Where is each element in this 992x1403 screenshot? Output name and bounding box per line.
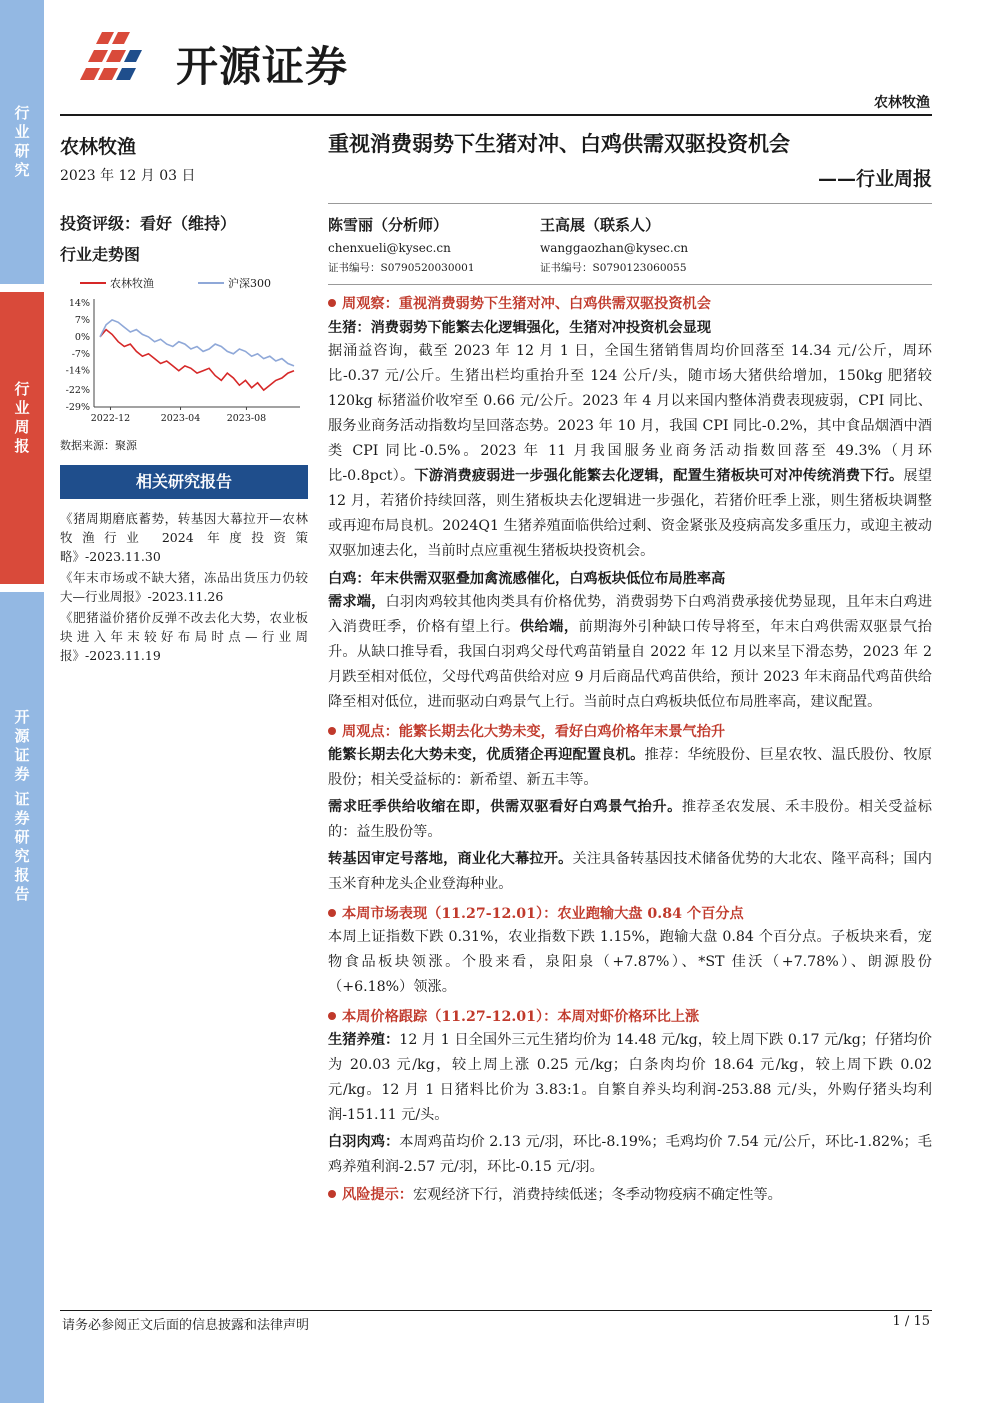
paragraph-hog: 据涌益咨询，截至 2023 年 12 月 1 日，全国生猪销售周均价回落至 14.34 元/公斤，周环比-0.37 元/公斤。生猪出栏均重抬升至 124 公斤/头，随市场大猪供给增加，150kg 肥猪较 120kg 标猪溢价收窄至 0.66 元/公斤。2023 年 4 月以来国内整体消费表现疲弱，CPI 同比、服务业商务活动指数均呈回落态势。2023 年 10 月，我国 CPI 同比-0.2%，其中食品烟酒中酒类 CPI 同比-0.5%。2023 年 11 月我国服务业商务活动指数回落至 49.3%（月环比-0.8pct）。下游消费疲弱进一步强化能繁去化逻辑，配置生猪板块可对冲传统消费下行。展望 12 月，若猪价持续回落，则生猪板块去化逻辑进一步强化，若猪价旺季上涨，则生猪板块调整或再迎布局良机。2024Q1 生猪养殖面临供给过剩、资金紧张及疫病高发多重压力，或迎主被动双驱加速去化，当前时点应重视生猪板块投资机会。 (328, 343, 932, 559)
section-weekly-observation: 周观察：重视消费弱势下生猪对冲、白鸡供需双驱投资机会 (328, 293, 932, 313)
author-1 (328, 214, 475, 275)
y-tick-label: -22% (65, 385, 90, 397)
related-reports-list (60, 509, 308, 665)
footer-rule (60, 1310, 932, 1311)
author-cert: 证书编号：S0790123060055 (540, 262, 687, 274)
trend-chart (60, 273, 308, 431)
sidebar-label-industry-research: 行 业 研 究 (14, 104, 30, 179)
related-report-item[interactable]: 《猪周期磨底蓄势，转基因大幕拉开—农林牧渔行业 2024 年度投资策略》-2023.11.30 (60, 511, 308, 564)
sidebar-label-kysec-report: 开 源 证 券 证 券 研 究 报 告 (14, 708, 30, 903)
bullet-dot-icon (328, 1190, 336, 1198)
series-line-csi300 (100, 320, 294, 366)
section-price-tracking: 本周价格跟踪（11.27-12.01）：本周对虾价格环比上涨 (328, 1006, 932, 1026)
chart-source: 数据来源：聚源 (60, 439, 137, 452)
legend-label: 沪深300 (228, 277, 271, 290)
x-tick-label: 2023-04 (160, 413, 201, 424)
author-name: 陈雪丽（分析师） (328, 216, 449, 234)
y-tick-label: -14% (65, 365, 90, 377)
trend-chart-svg (60, 273, 308, 431)
paragraph-view-broiler: 需求旺季供给收缩在即，供需双驱看好白鸡景气抬升。推荐圣农发展、禾丰股份。相关受益标的：益生股份等。 (328, 799, 932, 840)
author-2 (540, 214, 688, 275)
authors-divider (328, 284, 932, 285)
series-line-agri (100, 330, 294, 391)
report-date: 2023 年 12 月 03 日 (60, 168, 196, 184)
x-tick-label: 2022-12 (90, 413, 131, 424)
related-report-item[interactable]: 《肥猪溢价猪价反弹不改去化大势，农业板块进入年末较好布局时点—行业周报》-2023.11.19 (60, 610, 308, 663)
paragraph-view-gmo: 转基因审定号落地，商业化大幕拉开。关注具备转基因技术储备优势的大北农、隆平高科；国内玉米育种龙头企业登海种业。 (328, 851, 932, 892)
authors-block (328, 203, 932, 280)
side-band (0, 0, 44, 1403)
legend-label: 农林牧渔 (110, 277, 154, 290)
paragraph-price-hog: 生猪养殖：12 月 1 日全国外三元生猪均价为 14.48 元/kg，较上周下跌 0.17 元/kg；仔猪均价为 20.03 元/kg，较上周上涨 0.25 元/kg；白条肉均价 18.64 元/kg，较上周下跌 0.02 元/kg。12 月 1 日猪料比价为 3.83:1。自繁自养头均利润-253.88 元/头，外购仔猪头均利润-151.11 元/头。 (328, 1032, 932, 1123)
paragraph-market: 本周上证指数下跌 0.31%，农业指数下跌 1.15%，跑输大盘 0.84 个百分点。子板块来看，宠物食品板块领涨。个股来看，泉阳泉（+7.87%）、*ST 佳沃（+7.78%）、朗源股份（+6.18%）领涨。 (328, 929, 932, 995)
related-reports-title: 相关研究报告 (60, 465, 308, 499)
related-report-item[interactable]: 《年末市场或不缺大猪，冻品出货压力仍较大—行业周报》-2023.11.26 (60, 570, 308, 604)
author-email[interactable]: chenxueli@kysec.cn (328, 241, 451, 255)
bullet-dot-icon (328, 1012, 336, 1020)
y-tick-label: 7% (74, 314, 90, 326)
y-tick-label: -29% (65, 402, 90, 413)
bullet-dot-icon (328, 909, 336, 917)
report-subtitle: ——行业周报 (817, 168, 932, 190)
brand-logo-icon (80, 28, 160, 88)
footer-disclaimer: 请务必参阅正文后面的信息披露和法律声明 (62, 1318, 310, 1333)
subsection-broiler: 白鸡：年末供需双驱叠加禽流感催化，白鸡板块低位布局胜率高 (328, 571, 726, 587)
header-industry-tag: 农林牧渔 (874, 95, 930, 111)
investment-rating: 投资评级：看好（维持） (60, 214, 237, 233)
section-weekly-view: 周观点：能繁长期去化大势未变，看好白鸡价格年末景气抬升 (328, 721, 932, 741)
main-column (328, 128, 932, 1204)
paragraph-view-hog: 能繁长期去化大势未变，优质猪企再迎配置良机。推荐：华统股份、巨星农牧、温氏股份、牧原股份；相关受益标的：新希望、新五丰等。 (328, 747, 932, 788)
left-column (60, 128, 308, 667)
section-market-performance: 本周市场表现（11.27-12.01）：农业跑输大盘 0.84 个百分点 (328, 903, 932, 923)
y-tick-label: 14% (68, 298, 90, 309)
brand-name: 开源证券 (176, 42, 349, 91)
y-tick-label: 0% (74, 331, 90, 343)
subsection-hog: 生猪：消费弱势下能繁去化逻辑强化，生猪对冲投资机会显现 (328, 320, 712, 336)
trend-chart-title: 行业走势图 (60, 245, 141, 264)
bullet-dot-icon (328, 727, 336, 735)
page-number: 1 / 15 (892, 1314, 930, 1329)
y-tick-label: -7% (71, 348, 90, 360)
report-title: 重视消费弱势下生猪对冲、白鸡供需双驱投资机会 (328, 131, 790, 156)
paragraph-price-broiler: 白羽肉鸡：本周鸡苗均价 2.13 元/羽，环比-8.19%；毛鸡均价 7.54 元/公斤，环比-1.82%；毛鸡养殖利润-2.57 元/羽，环比-0.15 元/羽。 (328, 1134, 932, 1175)
paragraph-broiler: 需求端，白羽肉鸡较其他肉类具有价格优势，消费弱势下白鸡消费承接优势显现，且年末白鸡进入消费旺季，价格有望上行。供给端，前期海外引种缺口传导将至，年末白鸡供需双驱景气抬升。从缺口推导看，我国白羽鸡父母代鸡苗销量自 2022 年 12 月以来呈下滑态势，2023 年 2 月跌至相对低位，父母代鸡苗供给对应 9 月后商品代鸡苗供给，预计 2023 年末商品代鸡苗供给降至相对低位，进而驱动白鸡景气上行。当前时点白鸡板块低位布局胜率高，建议配置。 (328, 594, 932, 710)
author-cert: 证书编号：S0790520030001 (328, 262, 475, 274)
x-tick-label: 2023-08 (226, 413, 267, 424)
author-email[interactable]: wanggaozhan@kysec.cn (540, 241, 689, 255)
industry-name: 农林牧渔 (60, 136, 137, 158)
sidebar-label-weekly: 行 业 周 报 (0, 292, 44, 584)
risk-warning: 风险提示：宏观经济下行，消费持续低迷；冬季动物疫病不确定性等。 (328, 1184, 932, 1204)
author-name: 王高展（联系人） (540, 216, 661, 234)
bullet-dot-icon (328, 299, 336, 307)
header-rule (60, 114, 932, 116)
